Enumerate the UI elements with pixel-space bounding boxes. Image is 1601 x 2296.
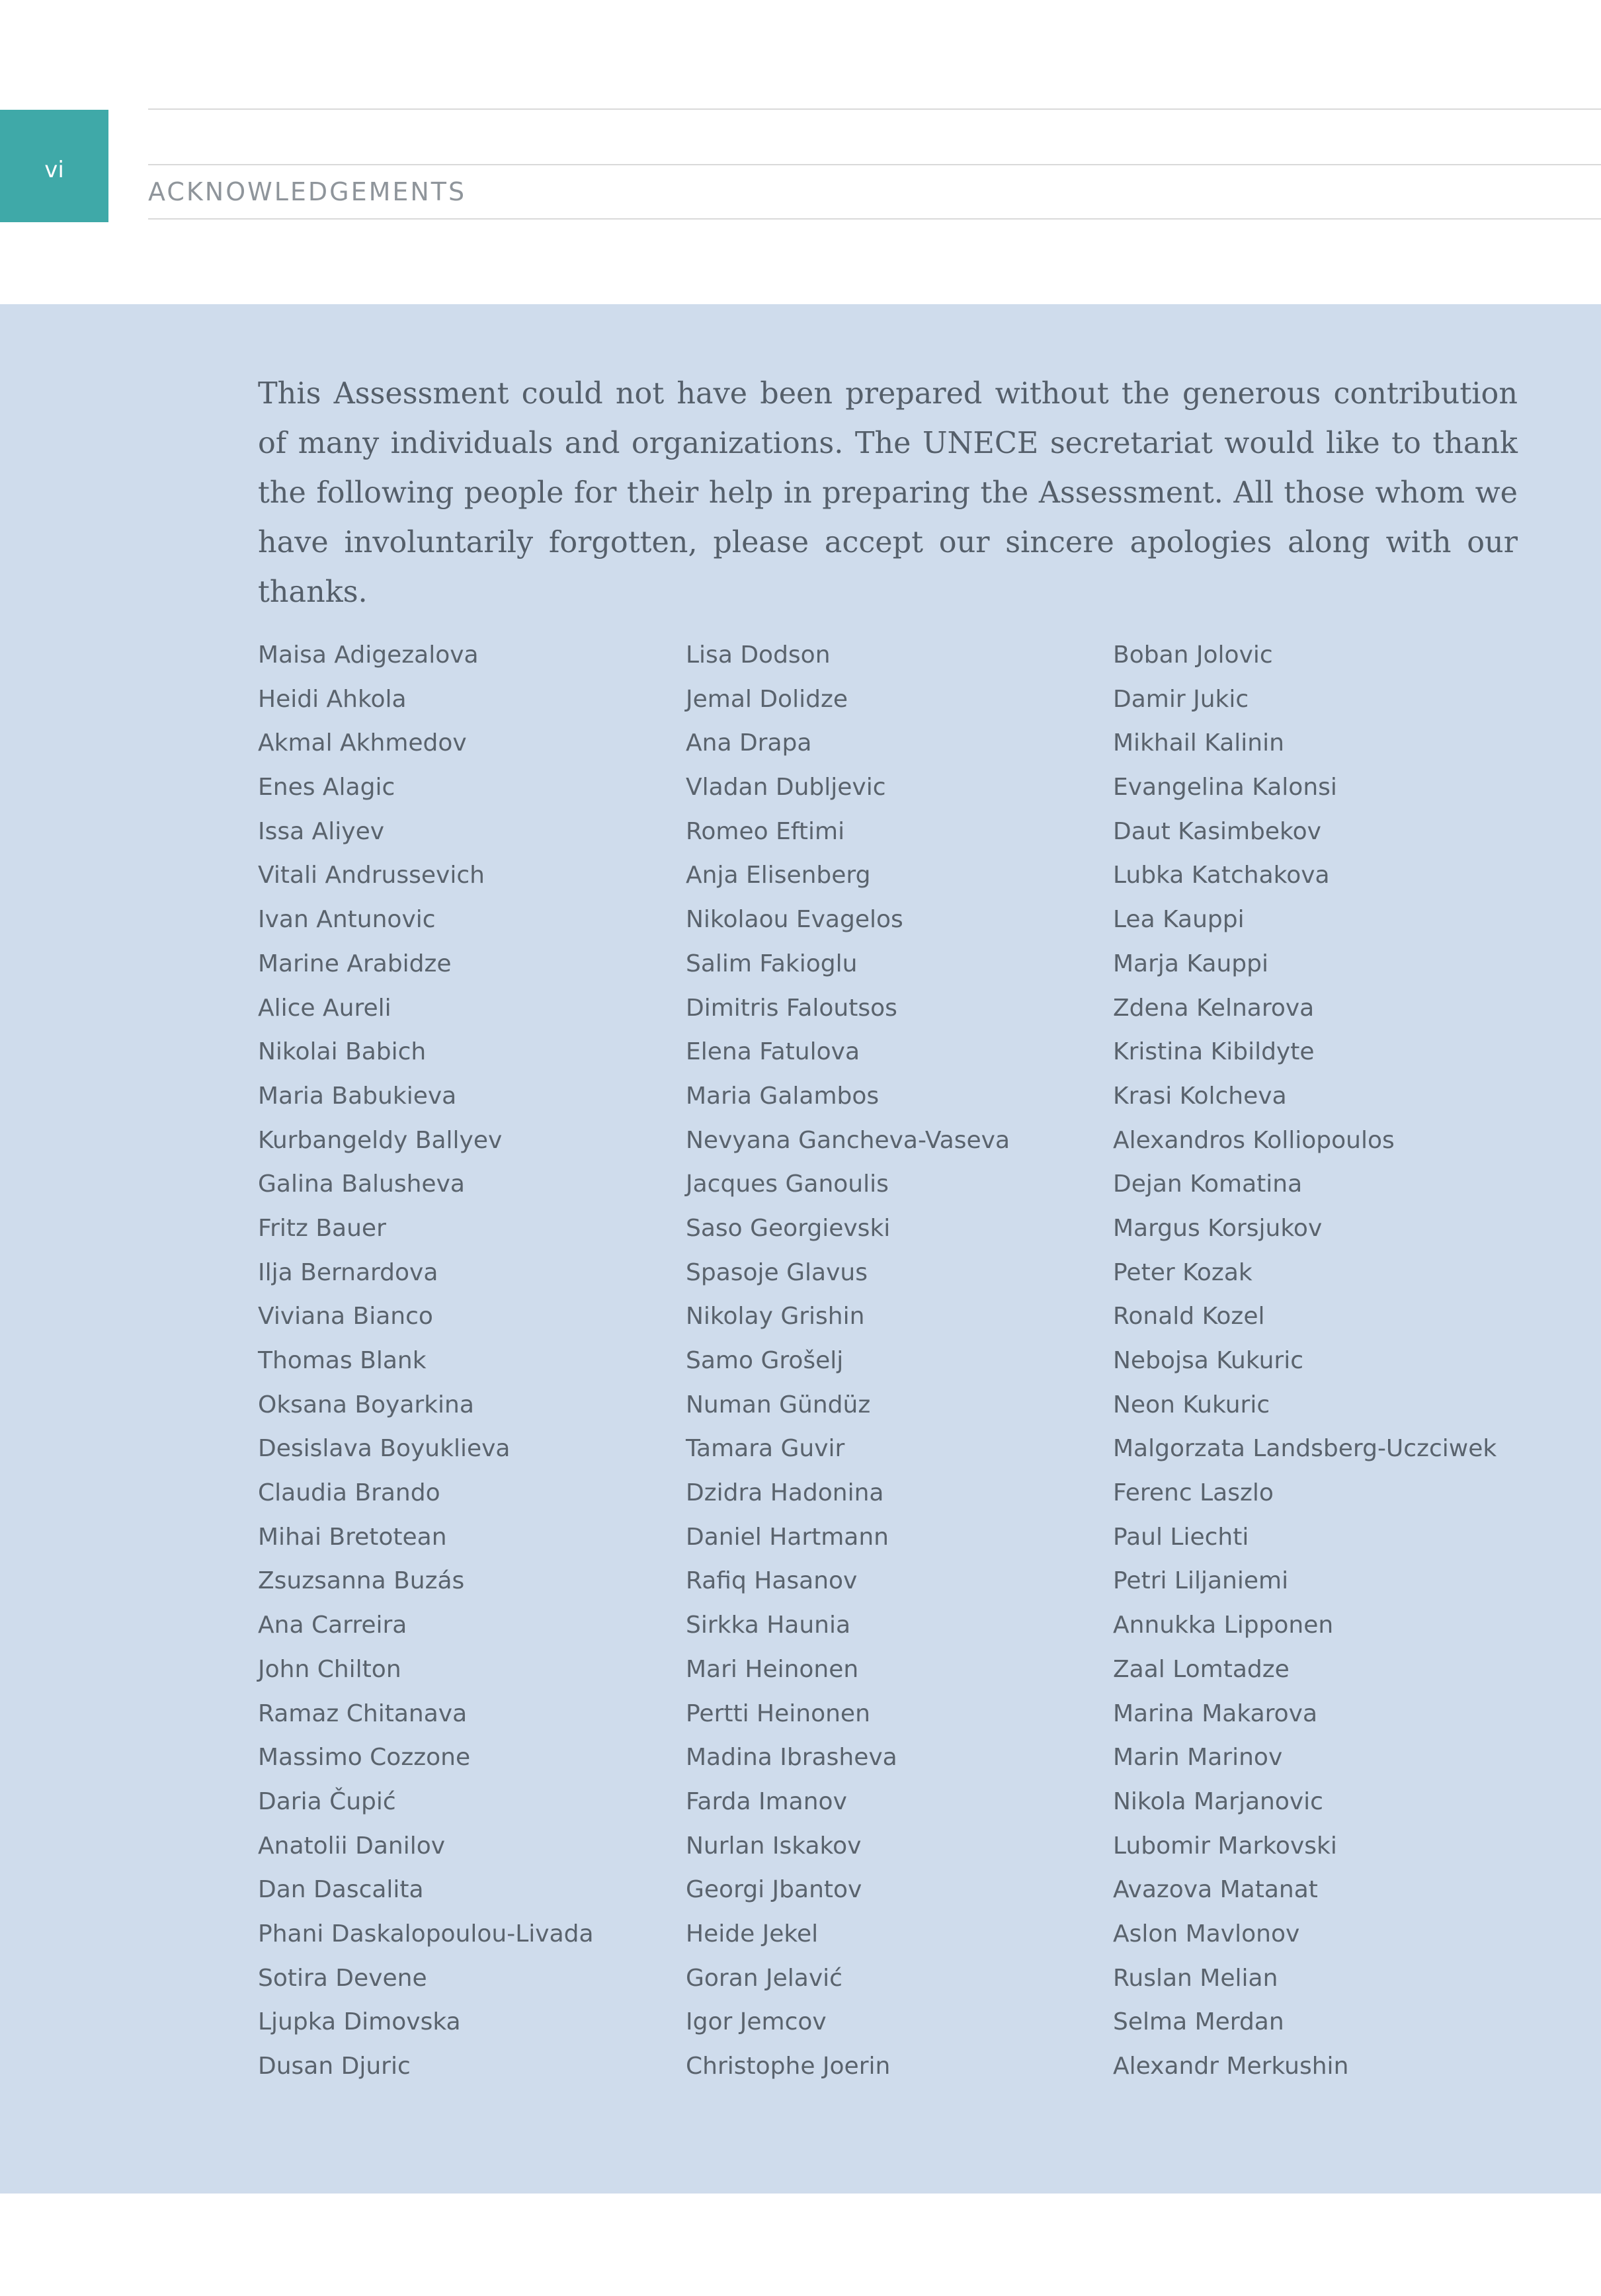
name-entry: Rafiq Hasanov <box>686 1567 858 1595</box>
name-entry: Desislava Boyuklieva <box>258 1435 511 1463</box>
name-entry: Thomas Blank <box>258 1347 427 1374</box>
name-entry: Daria Čupić <box>258 1787 396 1815</box>
name-entry: Ramaz Chitanava <box>258 1700 468 1727</box>
name-entry: Goran Jelavić <box>686 1964 842 1992</box>
name-entry: Ana Drapa <box>686 729 812 757</box>
name-entry: Heide Jekel <box>686 1920 819 1948</box>
name-entry: Aslon Mavlonov <box>1113 1920 1300 1948</box>
header-rule-top <box>148 108 1601 110</box>
page-number: vi <box>44 157 64 183</box>
name-entry: Marja Kauppi <box>1113 950 1268 977</box>
name-entry: Boban Jolovic <box>1113 641 1273 669</box>
name-entry: Neon Kukuric <box>1113 1391 1270 1418</box>
name-entry: Marina Makarova <box>1113 1700 1318 1727</box>
name-entry: Massimo Cozzone <box>258 1744 471 1772</box>
name-entry: Lubomir Markovski <box>1113 1832 1337 1860</box>
name-entry: Nikola Marjanovic <box>1113 1787 1323 1815</box>
name-entry: Dimitris Faloutsos <box>686 994 897 1022</box>
name-entry: Vladan Dubljevic <box>686 774 886 801</box>
header-rule-middle <box>148 164 1601 165</box>
name-entry: Nurlan Iskakov <box>686 1832 862 1860</box>
name-entry: Marine Arabidze <box>258 950 452 977</box>
name-entry: Lea Kauppi <box>1113 906 1245 934</box>
name-entry: Lisa Dodson <box>686 641 831 669</box>
name-entry: John Chilton <box>258 1655 401 1683</box>
name-entry: Nikolay Grishin <box>686 1303 865 1331</box>
name-entry: Farda Imanov <box>686 1787 847 1815</box>
name-entry: Galina Balusheva <box>258 1170 465 1198</box>
name-entry: Georgi Jbantov <box>686 1876 862 1904</box>
name-entry: Zdena Kelnarova <box>1113 994 1315 1022</box>
name-entry: Marin Marinov <box>1113 1744 1283 1772</box>
names-column-2 <box>686 634 1010 2089</box>
names-column-1 <box>258 634 594 2089</box>
name-entry: Maria Babukieva <box>258 1082 457 1110</box>
name-entry: Anja Elisenberg <box>686 862 871 889</box>
name-entry: Numan Gündüz <box>686 1391 871 1418</box>
name-entry: Margus Korsjukov <box>1113 1214 1323 1242</box>
acknowledgements-panel <box>0 304 1601 2194</box>
page-number-tab <box>0 110 108 222</box>
name-entry: Paul Liechti <box>1113 1523 1249 1551</box>
name-entry: Krasi Kolcheva <box>1113 1082 1287 1110</box>
name-entry: Elena Fatulova <box>686 1038 860 1066</box>
name-entry: Igor Jemcov <box>686 2008 827 2036</box>
name-entry: Nikolai Babich <box>258 1038 427 1066</box>
name-entry: Nikolaou Evagelos <box>686 906 903 934</box>
name-entry: Saso Georgievski <box>686 1214 891 1242</box>
name-entry: Tamara Guvir <box>686 1435 845 1463</box>
name-entry: Sotira Devene <box>258 1964 427 1992</box>
name-entry: Ljupka Dimovska <box>258 2008 461 2036</box>
name-entry: Heidi Ahkola <box>258 685 407 713</box>
name-entry: Dzidra Hadonina <box>686 1479 884 1507</box>
name-entry: Alexandros Kolliopoulos <box>1113 1126 1395 1154</box>
name-entry: Alexandr Merkushin <box>1113 2053 1349 2080</box>
names-column-3 <box>1113 634 1497 2089</box>
name-entry: Alice Aureli <box>258 994 391 1022</box>
name-entry: Zsuzsanna Buzás <box>258 1567 465 1595</box>
name-entry: Mihai Bretotean <box>258 1523 447 1551</box>
name-entry: Christophe Joerin <box>686 2053 891 2080</box>
name-entry: Kurbangeldy Ballyev <box>258 1126 503 1154</box>
name-entry: Sirkka Haunia <box>686 1612 851 1639</box>
name-entry: Ilja Bernardova <box>258 1258 438 1286</box>
name-entry: Evangelina Kalonsi <box>1113 774 1337 801</box>
name-entry: Annukka Lipponen <box>1113 1612 1334 1639</box>
name-entry: Ronald Kozel <box>1113 1303 1265 1331</box>
name-entry: Spasoje Glavus <box>686 1258 868 1286</box>
name-entry: Nebojsa Kukuric <box>1113 1347 1303 1374</box>
name-entry: Jemal Dolidze <box>686 685 848 713</box>
name-entry: Daniel Hartmann <box>686 1523 889 1551</box>
name-entry: Claudia Brando <box>258 1479 440 1507</box>
name-entry: Mari Heinonen <box>686 1655 859 1683</box>
name-entry: Ana Carreira <box>258 1612 407 1639</box>
name-entry: Vitali Andrussevich <box>258 862 485 889</box>
name-entry: Jacques Ganoulis <box>686 1170 889 1198</box>
name-entry: Salim Fakioglu <box>686 950 858 977</box>
header-rule-bottom <box>148 218 1601 220</box>
name-entry: Viviana Bianco <box>258 1303 433 1331</box>
name-entry: Lubka Katchakova <box>1113 862 1330 889</box>
name-entry: Pertti Heinonen <box>686 1700 870 1727</box>
name-entry: Daut Kasimbekov <box>1113 817 1321 845</box>
name-entry: Madina Ibrasheva <box>686 1744 897 1772</box>
name-entry: Ivan Antunovic <box>258 906 436 934</box>
name-entry: Dan Dascalita <box>258 1876 424 1904</box>
name-entry: Fritz Bauer <box>258 1214 386 1242</box>
name-entry: Oksana Boyarkina <box>258 1391 474 1418</box>
name-entry: Selma Merdan <box>1113 2008 1284 2036</box>
name-entry: Dusan Djuric <box>258 2053 411 2080</box>
name-entry: Ruslan Melian <box>1113 1964 1278 1992</box>
name-entry: Malgorzata Landsberg-Uczciwek <box>1113 1435 1497 1463</box>
name-entry: Kristina Kibildyte <box>1113 1038 1315 1066</box>
name-entry: Ferenc Laszlo <box>1113 1479 1274 1507</box>
name-entry: Dejan Komatina <box>1113 1170 1303 1198</box>
section-title: ACKNOWLEDGEMENTS <box>148 177 467 206</box>
name-entry: Samo Grošelj <box>686 1347 844 1374</box>
name-entry: Phani Daskalopoulou-Livada <box>258 1920 594 1948</box>
name-entry: Peter Kozak <box>1113 1258 1252 1286</box>
name-entry: Zaal Lomtadze <box>1113 1655 1290 1683</box>
name-entry: Anatolii Danilov <box>258 1832 446 1860</box>
name-entry: Issa Aliyev <box>258 817 385 845</box>
name-entry: Mikhail Kalinin <box>1113 729 1284 757</box>
name-entry: Akmal Akhmedov <box>258 729 467 757</box>
name-entry: Maria Galambos <box>686 1082 880 1110</box>
name-entry: Damir Jukic <box>1113 685 1249 713</box>
name-entry: Maisa Adigezalova <box>258 641 479 669</box>
name-entry: Petri Liljaniemi <box>1113 1567 1289 1595</box>
name-entry: Avazova Matanat <box>1113 1876 1318 1904</box>
name-entry: Nevyana Gancheva-Vaseva <box>686 1126 1010 1154</box>
name-entry: Enes Alagic <box>258 774 395 801</box>
intro-paragraph: This Assessment could not have been prepared without the generous contribution of many individuals and organizations. The UNECE secretariat would like to thank the following people for their help in preparing the Assessment. All those whom we have involuntarily forgotten, please accept our sincere apologies along with our thanks. <box>258 377 1518 609</box>
name-entry: Romeo Eftimi <box>686 817 845 845</box>
